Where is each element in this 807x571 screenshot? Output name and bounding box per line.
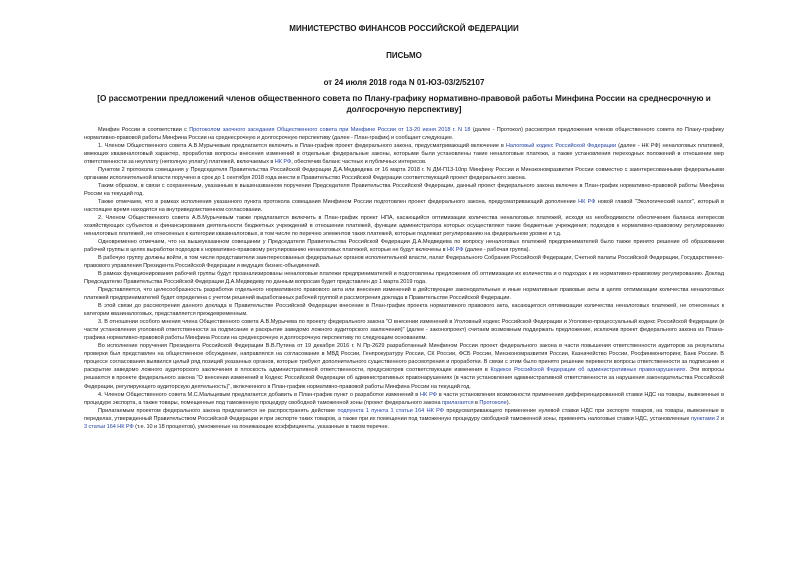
paragraph-text: . Эти вопросы решаются в проекте федерального закона "О внесении изменений в Кодекс Российской Федерации об административных правонарушениях (в части установления административной ответственности за нарушения законодательства Российской Федерации, регулирующего аудиторскую деятельность)", включенного в План-график нормативно-правовой работы Минфина России на текущий год. bbox=[84, 367, 724, 390]
paragraph-text: (т.е. 10 и 18 процентов), умноженные на понижающие коэффициенты, указанные в таком перечне. bbox=[133, 423, 390, 430]
paragraph-text: 1. Членом Общественного совета А.В.Мурычевым предлагается включить в План-график проект федерального закона, предусматривающий включение в bbox=[98, 143, 506, 150]
document bbox=[84, 24, 724, 431]
paragraph bbox=[84, 126, 724, 142]
paragraph bbox=[84, 286, 724, 302]
document-link[interactable]: НК РФ bbox=[447, 247, 464, 254]
paragraph bbox=[84, 302, 724, 318]
paragraph-text: новой главой "Экологический налог", который в настоящее время находится на внутриведомственном согласовании. bbox=[84, 199, 724, 214]
paragraph-text: предусматривающего применение нулевой ставки НДС при экспорте товаров, на товары, вывезенные в переделах, утвержденный Правительством Российской Федерации и при экспорте таких товаров, а также при их помещении под таможенную процедуру свободной таможенной зоны, применять налоговые ставки НДС, установленные bbox=[84, 407, 725, 422]
paragraph-text: и bbox=[719, 415, 724, 422]
paragraph bbox=[84, 254, 724, 270]
paragraph-text: Представляется, что целесообразность разработки отдельного нормативного правового акта или внесения изменений в действующие законодательные и иные нормативные правовые акты в целях оптимизации количества неналоговых платежей предпринимателей будет определена с учетом решений выработанных рабочей группой и рассмотрения доклада в Правительстве Российской Федерации. bbox=[84, 287, 724, 302]
paragraph-text: (далее - рабочая группа). bbox=[463, 247, 531, 254]
paragraph-text: В этой связи до рассмотрения данного доклада в Правительстве Российской Федерации внесение в План-график проекта нормативного правового акта, касающегося оптимизации количества неналоговых платежей, не отнесенных к категории квазиналоговых, представляется преждевременным. bbox=[84, 303, 724, 318]
paragraph-text: Прилагаемым проектом федерального закона предлагается не распространять действие bbox=[98, 407, 338, 414]
paragraph bbox=[84, 391, 724, 407]
document-link[interactable]: подпункта 1 пункта 1 статьи 164 НК РФ bbox=[337, 407, 445, 414]
paragraph bbox=[84, 342, 724, 390]
paragraph-text: (далее - НК РФ) неналоговых платежей, имеющих квазиналоговый характер, проработав вопросы внесения изменений в отдельные федеральные законы, которыми были установлены такие неналоговые платежи, а также установления переходных положений в отношении мер ответственности за неуплату (неполную уплату) платежей, включаемых в bbox=[84, 143, 724, 166]
paragraph bbox=[84, 407, 724, 431]
document-link[interactable]: НК РФ bbox=[578, 199, 596, 206]
paragraph bbox=[84, 142, 724, 166]
paragraph bbox=[84, 318, 724, 342]
paragraph bbox=[84, 238, 724, 254]
paragraph-text: Одновременно отмечаем, что на вышеуказанном совещании у Председателя Правительства Российской Федерации Д.А.Медведева по вопросу неналоговых платежей предпринимателей было также принято решение об образовании рабочей группы в целях выработки подходов к нормативно-правовому регулированию неналоговых платежей, которые не будут включены в bbox=[84, 239, 724, 254]
paragraph-text: 2. Членом Общественного совета А.В.Мурычевым также предлагается включить в План-график проект НПА, касающийся оптимизации количества неналоговых платежей, исходя из необходимости обеспечения баланса интересов хозяйствующих субъектов и финансирования деятельности бюджетных учреждений в отношении платежей, функции администратора которых осуществляют такие бюджетные учреждения; подходов к нормативно-правовому регулированию неналоговых платежей, не отнесенных к категории квазиналоговых, в том числе по перечню элементов таких платежей, которые подлежат регулированию на федеральном уровне и т.д. bbox=[84, 215, 724, 238]
document-link[interactable]: НК РФ bbox=[274, 159, 292, 166]
paragraph-text: Также отмечаем, что в рамках исполнения указанного пункта протокола совещания Минфином России подготовлен проект федерального закона, предусматривающий дополнение bbox=[98, 199, 579, 206]
paragraph-text: 4. Членом Общественного совета М.С.Мальцевым предлагается добавить в План-график пункт о разработке изменений в bbox=[98, 391, 421, 398]
document-body bbox=[84, 126, 724, 431]
document-link[interactable]: Протоколе bbox=[479, 399, 507, 406]
paragraph-text: в части установления возможности применения дифференцированной ставки НДС на товары, вывезенные в процедуре экспорта, а также товары, помещенные под таможенную процедуру свободной таможенной зоны (проект федерального закона bbox=[84, 391, 725, 406]
paragraph bbox=[84, 182, 724, 198]
paragraph bbox=[84, 198, 724, 214]
document-link[interactable]: Кодексе Российской Федерации об административных правонарушениях bbox=[490, 367, 686, 374]
document-link[interactable]: 3 статьи 164 НК РФ bbox=[84, 423, 134, 430]
document-link[interactable]: Протоколом заочного заседания Общественного совета при Минфине России от 13-20 июня 2018 г. N 18 bbox=[189, 127, 471, 133]
document-link[interactable]: Налоговый кодекс Российской Федерации bbox=[505, 143, 617, 150]
paragraph-text: В рабочую группу должны войти, в том числе представители заинтересованных федеральных органов исполнительной власти, палат Федерального Собрания Российской Федерации, Счетной палаты Российской Федерации, Государственно-правового управления Президента Российской Федерации и ведущих бизнес-объединений. bbox=[84, 255, 724, 270]
document-subject: [О рассмотрении предложений членов общественного совета по Плану-графику нормативно-правовой работы Минфина России на среднесрочную и долгосрочную перспективу] bbox=[97, 94, 711, 114]
paragraph-text: ). bbox=[506, 399, 511, 406]
paragraph-text: Минфин России в соответствии с bbox=[98, 127, 190, 133]
paragraph-text: Таким образом, в связи с сохраненным, указанным в вышеназванном поручении Председателя Правительства Российской Федерации, данный проект федерального закона включен в План-график нормативно-правовой работы Минфина России на текущий год. bbox=[84, 183, 724, 198]
document-date-number: от 24 июля 2018 года N 01-ЮЗ-03/2/52107 bbox=[323, 78, 485, 87]
paragraph-text: , обеспечив баланс частных и публичных интересов. bbox=[291, 159, 427, 166]
paragraph-text: 3. В отношении особого мнения члена Общественного совета А.В.Мурычева по проекту федерального закона "О внесении изменений в Уголовный кодекс Российской Федерации и Уголовно-процессуальный кодекс Российской Федерации (в части установления уголовной ответственности за подписание и раскрытие заведомо ложного аудиторского заключения)" (далее - законопроект) считаем возможным поддержать предложение, исключив проект федерального закона из Плана-графика нормативно-правовой работы Минфина России на среднесрочную и долгосрочную перспективу по следующим основаниям. bbox=[84, 319, 724, 342]
document-link[interactable]: пунктами 2 bbox=[691, 415, 720, 422]
paragraph bbox=[84, 166, 724, 182]
paragraph-text: В рамках функционирования рабочей группы будут проанализированы неналоговые платежи предпринимателей и подготовлены предложения об оптимизации их количества и о подходах к их нормативно-правовому регулированию. Доклад Председателю Правительства Российской Федерации Д.А.Медведеву по данным вопросам будет представлен до 1 марта 2019 года. bbox=[84, 271, 724, 286]
paragraph bbox=[84, 270, 724, 286]
document-link[interactable]: НК РФ bbox=[420, 391, 437, 398]
paragraph-text: в bbox=[473, 399, 480, 406]
document-link[interactable]: прилагается bbox=[441, 399, 474, 406]
paragraph-text: (далее - Протокол) рассмотрел предложения членов общественного совета по Плану-графику нормативно-правовой работы Минфина России на среднесрочную и долгосрочную перспективу (далее - План-график) и сообщает следующее. bbox=[84, 127, 724, 142]
document-kind: ПИСЬМО bbox=[386, 51, 422, 60]
ministry-name: МИНИСТЕРСТВО ФИНАНСОВ РОССИЙСКОЙ ФЕДЕРАЦИИ bbox=[289, 24, 519, 33]
paragraph-text: Пунктом 2 протокола совещания у Председателя Правительства Российской Федерации Д.А.Медведева от 16 марта 2018 г. N ДМ-П13-10пр Минфину России и Минэкономразвития России совместно с заинтересованными федеральными органами исполнительной власти поручено в срок до 1 сентября 2018 года внести в Правительство Российской Федерации соответствующий проект федерального закона. bbox=[84, 167, 724, 182]
paragraph-text: Во исполнение поручения Президента Российской Федерации В.В.Путина от 19 декабря 2016 г. N Пр-2629 разработанный Минфином России проект федерального закона в части повышения ответственности аудиторов за результаты проверки был представлен на общественное обсуждение, направлялся на согласование в МВД России, Генпрокуратуру России, СК России, ФСБ России, Минэкономразвития России, Казначейство России, Росфинмониторинг, Банк России. В процессе согласования выявился целый ряд позиций указанных органов, которые требуют дополнительного существенного рассмотрения и проработки. В связи с этим было принято решение перевести вопросы ответственности за подписание и раскрытие заведомо ложного аудиторского заключения в плоскость административной ответственности, предусмотрев соответствующие изменения в bbox=[84, 343, 724, 374]
paragraph bbox=[84, 214, 724, 238]
